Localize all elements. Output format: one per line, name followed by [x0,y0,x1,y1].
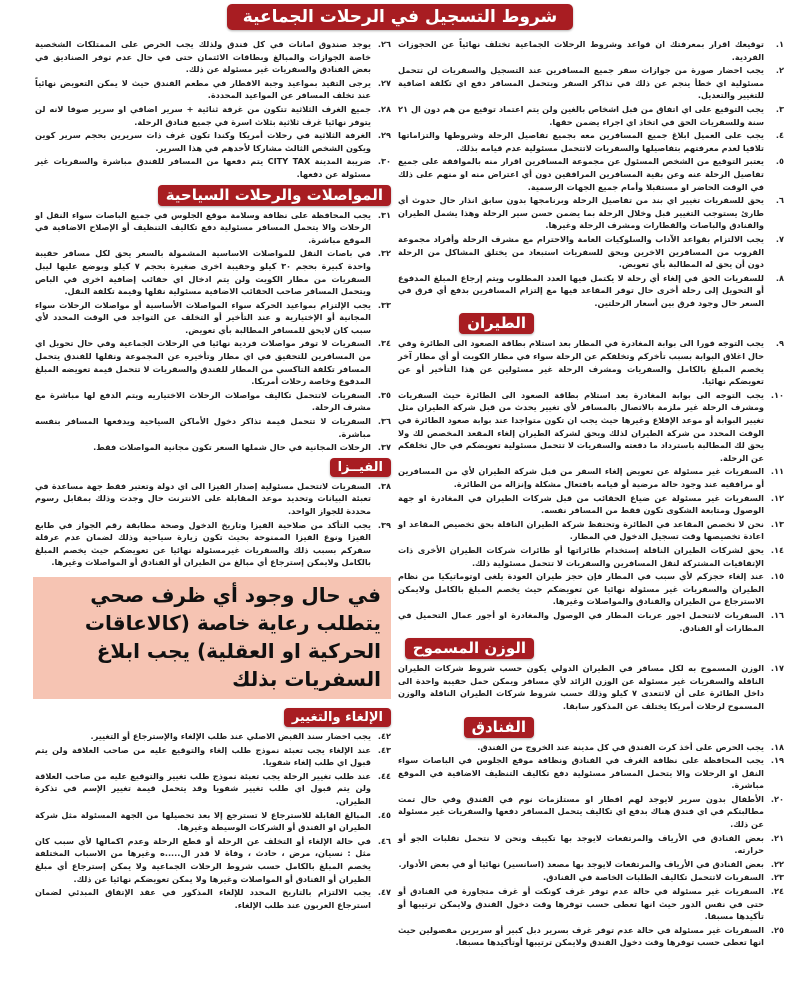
term-text: السفريات غير مسئولة عن ضياع الحقائب من قبل شركات الطيران في المغادرة او جهة الوصول ومتابعة الشكوى تكون فقط من المسافر نفسه. [398,492,764,516]
term-item [398,544,784,569]
term-number: ١٨. [770,741,784,752]
term-text: يجب التوجه الى بوابة المغادرة بعد استلام بطاقة الصعود الى الطائرة حيث السفريات ومشرف الرحلة غير ملزمة بالاتصال بالمسافر لأي تغيير يحدث من قبل شركة الطيران مثل تغيير البوابة أو موعد الإقلاع وغيرها حيث يجب ان تكون متواجدا عند بوابة صعود الطائرة في الوقت المحدد من شركة الطيران لذلك ويحق لشركة الطيران إلغاء المقعد المخصص لك ولا يحق لك المطالبة باسترداد ما دفعته والسفريات لا تتحمل مسئولية تعويضكم في حال تخلفكم عن الرحلة. [398,389,764,463]
term-text: يحق للسفريات تغيير اي بند من تفاصيل الرحلة وبرنامجها بدون سابق انذار حال حدوث أي طارئ يستوجب التغيير قبل وخلال الرحلة بما يضمن حسن سير الرحلة وهذا يشمل الطيران والفنادق والباصات والقطارات ومشرف الرحلة وغيرها. [398,195,764,231]
terms-list [398,38,784,309]
term-item [398,492,784,517]
term-number: ١٣. [770,518,784,529]
health-notice-box: في حال وجود أي ظرف صحي يتطلب رعاية خاصة (كالاعاقات الحركية او العقلية) يجب ابلاغ السفريات بذلك [33,577,391,699]
term-number: ٣٠. [377,156,391,167]
terms-list [35,209,391,454]
term-item [398,389,784,465]
term-number: ١٤. [770,544,784,555]
term-item [398,194,784,232]
term-text: السفريات لاتتحمل تكاليف الطلبات الخاصة في الفنادق. [542,872,764,883]
term-number: ٣٨. [377,480,391,491]
term-number: ٢٣. [770,872,784,883]
term-item [398,662,784,712]
term-number: ١. [775,39,784,49]
term-item [398,754,784,792]
term-number: ٤. [775,130,784,141]
term-number: ٢٧. [377,77,391,88]
section-heading-wrap [398,714,784,741]
term-text: الغرفة الثلاثية في رحلات أمريكا وكندا تكون غرف ذات سريرين بحجم سرير كوين ويكون الشخص الثالث مشاركا لأحدهم في هذا السرير. [35,130,371,153]
term-text: السفريات لاتتحمل تكاليف مواصلات الرحلات الاختياريه ويتم الدفع لها مباشرة مع مشرف الرحلة. [35,389,371,413]
term-text: يجب الالتزام بالتاريخ المحدد للإلغاء المذكور في عقد الإتفاق المبدئي لضمان استرجاع العربون عند طلب الإلغاء. [35,887,371,910]
term-item [35,770,391,808]
term-number: ٣٦. [377,416,391,427]
term-number: ٧. [775,233,784,244]
term-text: الأطفال بدون سرير لايوجد لهم افطار او مستلزمات نوم في الفندق وفي حال تمت مطالبتكم في اي فندق هناك بدفع اي تكاليف يتحمل المسافر دفعها والسفريات غير مسئولة عن ذلك. [398,793,764,830]
term-item [398,871,784,884]
term-item [35,247,391,297]
term-number: ١٠. [770,389,784,400]
term-number: ٤٥. [377,809,391,820]
left-column [35,38,391,912]
term-item [398,103,784,128]
term-number: ١٥. [770,571,784,582]
term-text: جميع الغرف الثلاثية تتكون من غرفة ثنائية + سرير اضافي او سرير صوفا لانه لن يتوفر نهائيا غرف ثلاثية بثلاث اسرة في جميع فنادق الرحلة. [35,103,371,127]
terms-list [35,730,391,911]
term-number: ٢٠. [770,793,784,804]
term-text: بعض الفنادق في الأرياف والمرتفعات لايوجد بها مصعد (اسانسير) نهائيا أو في بعض الأدوار. [398,858,764,869]
term-text: الوزن المسموح به لكل مسافر في الطيران الدولي يكون حسب شروط شركات الطيران الناقلة والسفريات غير مسئولة عن الوزن الزائد لأي مسافر ويمكن حمل حقيبة واحدة الى داخل الطائرة على أن لاتتعدى ٧ كيلو وذلك حسب شروط شركات الطيران الناقلة والوزن المسموح لرحلات أمريكا يختلف عن المذكور سابقا. [398,663,764,711]
term-text: يجب احضار سند القبض الاصلي عند طلب الإلغاء والإسترجاع أو التغيير. [90,730,371,741]
section-heading: الفنادق [464,717,534,738]
term-item [398,924,784,949]
term-number: ٢٥. [770,924,784,935]
terms-list [35,38,391,181]
section-heading: الفيــزا [330,458,391,477]
section-heading-wrap [398,635,784,662]
term-number: ٣٤. [377,338,391,349]
term-text: يجب الالتزام بقواعد الآداب والسلوكيات العامة والاحترام مع مشرف الرحلة وأفراد مجموعة القروب من المسافرين الاخرين ويحق للسفريات استبعاد من يختلق المشاكل من الرحلة دون أن يحق له المطالبة بأي تعويض. [398,233,764,270]
term-text: يجب احضار صورة من جوازات سفر جميع المسافرين عند التسجيل والسفريات لن تتحمل مسئولية اي خطأ ينجم عن ذلك في تذاكر السفر ويتحمل المسافر دفع اي تكلفة اضافية للتغيير والتعديل. [398,65,764,101]
term-item [398,337,784,387]
term-number: ٢٨. [377,103,391,114]
term-item [398,38,784,63]
term-item [35,129,391,154]
term-text: المبالغ القابلة للاسترجاع لا تسترجع إلا بعد تحصيلها من الجهة المسئولة مثل شركة الطيران او الفندق أو الشركات الوسيطة وغيرها. [35,809,371,833]
section-heading-wrap [35,705,391,730]
term-text: يجب على العميل ابلاغ جميع المسافرين معه بجميع تفاصيل الرحلة وشروطها والتزاماتها تلافيا لعدم معرفتهم بتفاصيلها والسفريات لاتتحمل مسئولية عدم قيامه بذلك. [398,130,764,153]
term-item [398,570,784,608]
term-item [35,209,391,247]
term-item [35,809,391,834]
term-number: ٩. [775,338,784,349]
terms-list [398,337,784,634]
term-number: ٢٩. [377,130,391,141]
term-text: الرحلات المجانية في حال شملها السعر تكون مجانية المواصلات فقط. [93,442,371,453]
term-item [35,155,391,180]
term-text: يجب التوقيع على اي اتفاق من قبل اشخاص بالغين ولن يتم اعتماد توقيع من هم دون ال ٢١ سنة وللسفريات الحق في اتخاذ اي اجراء يضمن حقها. [398,103,764,127]
terms-list [398,662,784,712]
term-item [35,77,391,102]
term-item [35,415,391,440]
term-text: يجب المحافظة على نظافة وسلامة موقع الجلوس في جميع الباصات سواء النقل او الرحلات والا يتحمل المسافر مسئولية دفع تكاليف التنظيف أو الإصلاح الاضافية في الموقع مباشرة. [35,209,371,245]
term-text: السفريات لاتتحمل اجور عربات المطار في الوصول والمغادرة او أجور عمال التحميل في المطارات أو الفنادق. [398,609,764,633]
term-text: يعتبر التوقيع من الشخص المسئول عن مجموعة المسافرين اقرار منه بالموافقة على جميع تفاصيل الرحلة عنه وعن بقية المسافرين المرافقين دون أي اعتراض منه او منهم على ذلك في الوقت الحاضر او مستقبلا وأمام جميع الجهات الرسمية. [398,156,764,192]
term-item [398,233,784,271]
term-number: ٦. [775,195,784,206]
term-number: ٢٤. [770,886,784,897]
term-number: ٥. [775,156,784,167]
term-number: ٣. [775,103,784,114]
term-text: في حالة الإلغاء أو التخلف عن الرحلة أو قطع الرحلة وعدم اكمالها لأي سبب كان مثل : نسيان، مرض ، حادث ، وفاة لا قدر ال.....ه وغيرها من الاسباب المختلفة يخصم المبلغ بالكامل حسب شروط الرحلات الجماعية ولا يمكن إسترجاع أي مبلغ الطيران أو الفنادق أو المواصلات وغيرها ولا يمكن تعويضكم نهائيا عن ذلك. [35,835,371,884]
term-text: عند طلب تغيير الرحلة يجب تعبئة نموذج طلب تغيير والتوقيع عليه من صاحب العلاقة ولن يتم قبول اي طلب تغيير شفويا وقد يتحمل قيمة تغيير الإسم في تذكرة الطيران. [35,770,371,806]
term-number: ٢١. [770,832,784,843]
term-number: ٢. [775,65,784,76]
term-item [35,835,391,885]
section-heading-wrap [398,310,784,337]
section-heading: الإلغاء والتغيير [284,708,391,727]
section-heading: الوزن المسموح [405,638,534,659]
term-text: السفريات لاتتحمل مسئولية إصدار الفيزا الى اي دولة وتعتبر فقط جهة مساعدة في تعبئة البيانات وتحديد موعد المقابلة على الانترنت حال وجدت وذلك بمقابل رسوم محددة للجواز الواحد. [35,480,371,516]
terms-list [398,741,784,950]
term-item [398,155,784,193]
term-number: ٣٩. [377,519,391,530]
term-number: ٤٣. [377,744,391,755]
term-text: توقيعك اقرار بمعرفتك ان قواعد وشروط الرحلات الجماعية تختلف نهائياً عن الحجوزات الفردية. [398,39,764,62]
term-text: يجب المحافظة على نظافة الغرف في الفنادق ونظافة موقع الجلوس في الباصات سواء النقل او الرحلات والا يتحمل المسافر مسئولية دفع تكاليف التنظيف الاضافية في الموقع مباشرة. [398,755,764,791]
term-text: عند إلغاء حجزكم لأي سبب في المطار فإن حجز طيران العودة يلغى اوتوماتيكيا من نظام الطيران والسفريات غير مسئولة نهائيا عن تعويضكم حيث يخصم المبلغ بالكامل ولايمكن الاسترجاع من الطيران والفنادق والمواصلات وغيرها. [398,571,764,607]
term-item [398,885,784,923]
term-item [35,744,391,769]
term-text: السفريات غير مسئولة في حالة عدم توفر غرف بسرير دبل كبير أو سريرين مفصولين حيث انها تعطى حسب توفرها وقت دخول الفندق ولايمكن ترتيبها أوتأكيدها مسبقا. [398,924,764,948]
term-text: السفريات غير مسئولة في حالة عدم توفر غرف كونكت أو غرف متجاورة في الفنادق أو حتى في نفس الدور حيث انها تعطى حسب توفرها وقت دخول الفندق ولايمكن ترتيبها أو تأكيدها مسبقا. [398,886,764,922]
term-number: ٣١. [377,209,391,220]
term-item [398,741,784,754]
term-text: السفريات غير مسئولة عن تعويض إلغاء السفر من قبل شركة الطيران لأي من المسافرين أو مرافقيه عند وجود حالة مرضية أو قيامه بافتعال مشكلة وإنزاله من الطائرة. [398,466,764,489]
term-item [398,518,784,543]
term-item [35,730,391,743]
term-number: ٢٦. [377,39,391,49]
term-item [35,103,391,128]
term-item [398,272,784,310]
term-number: ٤٦. [377,835,391,846]
term-item [35,299,391,337]
term-number: ٣٢. [377,248,391,259]
page-title: شروط التسجيل في الرحلات الجماعية [227,4,573,30]
section-heading-wrap [35,182,391,209]
terms-list [35,480,391,569]
term-text: بعض الفنادق في الأرياف والمرتفعات لايوجد بها تكييف ونحن لا نتحمل تقلبات الجو أو حرارته. [398,832,764,856]
term-number: ١١. [770,466,784,477]
term-item [398,129,784,154]
term-number: ٣٥. [377,389,391,400]
term-number: ٣٧. [377,442,391,453]
term-item [35,337,391,387]
term-item [398,609,784,634]
term-number: ١٧. [770,663,784,674]
term-item [35,38,391,76]
term-number: ٤٢. [377,730,391,741]
term-text: السفريات لا تتحمل قيمة تذاكر دخول الأماكن السياحية ويدفعها المسافر بنفسه مباشرة. [35,416,371,439]
term-number: ٤٧. [377,887,391,898]
section-heading: الطيران [459,313,534,334]
term-number: ٣٣. [377,299,391,310]
term-item [398,64,784,102]
term-number: ٢٢. [770,858,784,869]
term-number: ١٩. [770,755,784,766]
term-text: يجب التأكد من صلاحية الفيزا وتاريخ الدخول وصحة مطابقة رقم الجواز في طابع الفيزا ونوع الفيزا الممنوحة بحيث تكون زيارة سياحية وذلك لضمان عدم عرقلة سفركم بسبب ذلك والسفريات غيرمسئولة نهائيا عن تعويضكم حيث يخصم المبلغ بالكامل ولايمكن إسترجاع أي مبالغ من الطيران أو الفنادق أو المواصلات وغيرها. [35,519,371,568]
term-text: يجب التوجه فورا الى بوابة المغادرة في المطار بعد استلام بطاقة الصعود الى الطائرة وفي حال اغلاق البوابة بسبب تأخركم وتخلفكم عن الرحلة سواء في مطار الكويت أو أي مطار آخر يخصم المبلغ بالكامل والسفريات ومشرف الرحلة غير مسئولين عن هذا التأخير أو عن تعويضكم نهائيا. [398,338,764,387]
section-heading: المواصلات والرحلات السياحية [158,185,391,206]
right-column [398,38,784,950]
term-text: ضريبة المدينة CITY TAX يتم دفعها من المسافر للفندق مباشرة والسفريات غير مسئولة عن دفعها. [35,156,371,179]
section-heading-wrap [35,455,391,480]
term-text: يرجى التقيد بمواعيد وجبة الافطار في مطعم الفندق حيث لا يمكن التعويض نهائياً عند تخلف المسافر عن المواعيد المحددة. [35,77,371,101]
term-number: ٤٤. [377,770,391,781]
term-text: نحن لا نخصص المقاعد في الطائرة وتحتفظ شركة الطيران الناقلة بحق تخصيص المقاعد او اعادة تخصيصها وقت تسجيل الدخول في المطار. [398,518,764,542]
term-number: ١٦. [770,609,784,620]
term-text: السفريات لا توفر مواصلات فردية نهائيا في الرحلات الجماعية وفي حال تحويل اي من المسافرين للتحقيق في اي مطار وتأخيره عن المجموعة ونقلها للفندق يتحمل المسافر تكلفة التاكسي من المطار للفندق والسفريات لا تتحمل قيمة تعويضه المبلغ المدفوع وخاصة رحلات أمريكا. [35,338,371,387]
term-text: يوجد صندوق امانات في كل فندق ولذلك يجب الحرص على الممتلكات الشخصية خاصة الجوازات والمبالغ وبطاقات الائتمان حتى في حال عدم توفر الصناديق في بعض الفنادق والسفريات غير مسئولة عن ذلك. [35,39,371,75]
term-text: في باصات النقل للمواصلات الاساسية المشمولة بالسعر يحق لكل مسافر حقيبة واحدة كبيرة بحجم ٣٠ كيلو وحقيبة اخرى صغيرة بحجم ٧ كيلو ويوضع عليها ليبل السفريات من مطار الكويت ولن يتم ادخال اي حقائب إضافية اخرى في الباص ويتحمل المسافر صاحب الحقائب الاضافية مسئولية نقلها وقيمة تكلفة النقل. [35,248,371,297]
term-item [35,441,391,454]
term-item [398,832,784,857]
term-item [35,519,391,569]
term-number: ٨. [775,272,784,283]
term-number: ١٢. [770,492,784,503]
term-item [398,465,784,490]
term-text: يجب الحرص على أخذ كرت الفندق في كل مدينة عند الخروج من الفندق. [477,741,764,752]
term-item [35,389,391,414]
term-text: عند الإلغاء يجب تعبئة نموذج طلب إلغاء والتوقيع عليه من صاحب العلاقة ولن يتم قبول اي طلب إلغاء شفويا. [35,744,371,768]
term-item [35,480,391,518]
term-text: للسفريات الحق في إلغاء أي رحلة لا يكتمل فيها العدد المطلوب ويتم إرجاع المبلغ المدفوع أو التحويل إلى رحلة أخرى حال توفر المقاعد فيها مع إلتزام المسافرين بدفع أي فرق في السعر حال وجود فرق بين أسعار الرحلتين. [398,272,764,308]
term-item [398,793,784,831]
term-text: يحق لشركات الطيران الناقلة إستخدام طائراتها أو طائرات شركات الطيران الأخرى ذات الإتفاقيات المشتركة لنقل المسافرين والسفريات لا تتحمل مسئولية ذلك. [398,544,764,568]
term-text: يجب الإلتزام بمواعيد الحركة سواء المواصلات الأساسية أو مواصلات الرحلات سواء المجانية أو الإختيارية و عند التأخير أو التخلف عن التواجد في الوقت المحدد لأي سبب كان لايحق للمسافر المطالبة بأي تعويض. [35,299,371,335]
term-item [35,886,391,911]
term-item [398,858,784,871]
